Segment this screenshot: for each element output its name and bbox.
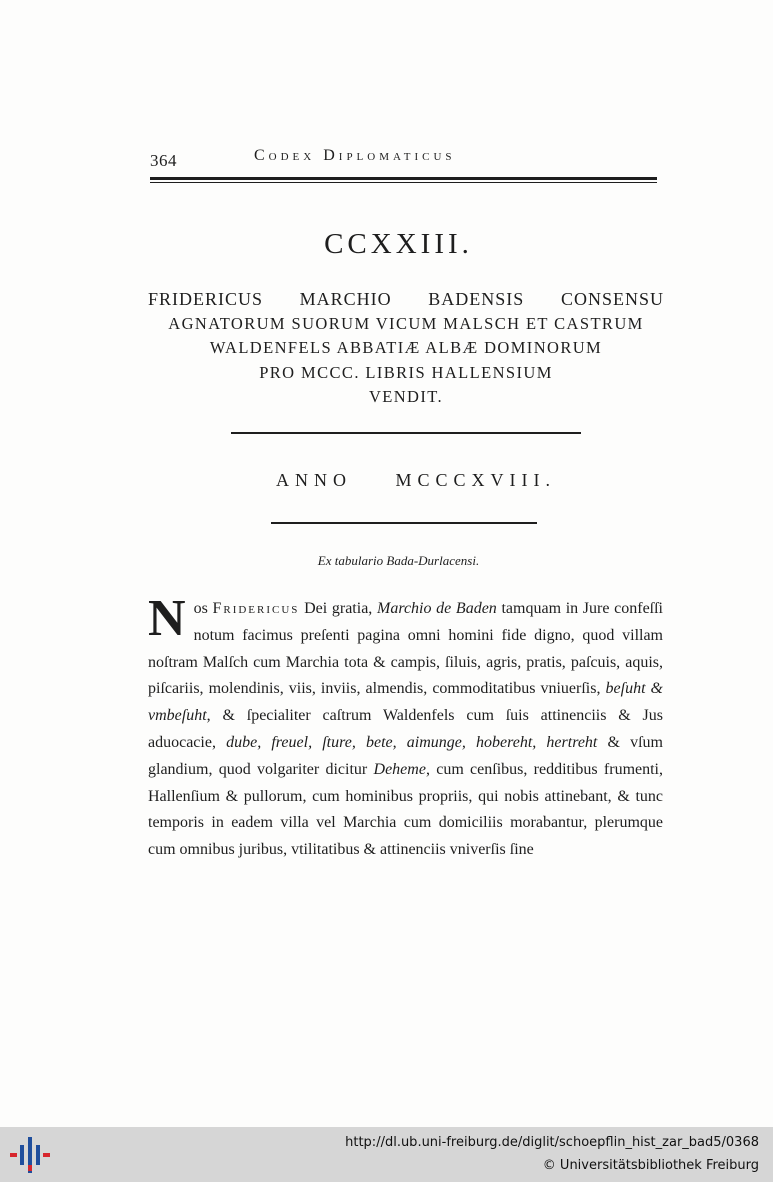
running-head xyxy=(150,147,660,171)
name-fridericus: Fridericus xyxy=(212,600,300,617)
german-terms: dube, freuel, ſture, bete, aimunge, hobereht, hertreht xyxy=(226,733,598,751)
text-segment: tamquam in Jure confeſſi notum facimus preſenti pagina omni homini fide digno, quod villam noſtram Malſch cum Marchia tota & campis, ſiluis, agris, pratis, paſcuis, aquis, piſcariis, molendinis, viis, inviis, almendis, commoditatibus vniuerſis, xyxy=(148,600,664,698)
summary-word: BADENSIS xyxy=(428,289,525,309)
summary-word: CONSENSU xyxy=(560,289,664,309)
text-segment: Dei gratia, xyxy=(299,600,377,617)
page-number: 364 xyxy=(150,151,177,170)
date-word-anno: ANNO xyxy=(276,470,352,490)
summary-line-3: WALDENFELS ABBATIÆ ALBÆ DOMINORUM xyxy=(209,338,603,357)
section-rule-lower xyxy=(271,522,537,524)
copyright-notice: © Universitätsbibliothek Freiburg xyxy=(542,1158,759,1173)
ub-freiburg-logo-icon[interactable] xyxy=(10,1137,50,1173)
drop-cap: N xyxy=(148,590,186,647)
summary-word: MARCHIO xyxy=(299,289,392,309)
header-rule-thin xyxy=(150,182,657,183)
section-rule-upper xyxy=(231,432,581,434)
summary-line-4: PRO MCCC. LIBRIS HALLENSIUM xyxy=(259,362,553,382)
source-note: Ex tabulario Bada-Durlacensi. xyxy=(317,553,480,568)
summary-line-5: VENDIT. xyxy=(368,387,444,406)
summary-word: FRIDERICUS xyxy=(148,289,264,309)
header-rule-thick xyxy=(150,177,657,180)
document-number: CCXXIII. xyxy=(324,228,473,260)
charter-text xyxy=(148,590,664,864)
summary-line-2: AGNATORUM SUORUM VICUM MALSCH ET CASTRUM xyxy=(168,313,644,333)
date-heading xyxy=(276,470,556,491)
viewer-footer xyxy=(0,1127,773,1182)
permalink-url[interactable]: http://dl.ub.uni-freiburg.de/diglit/schoepflin_hist_zar_bad5/0368 xyxy=(345,1135,759,1150)
date-word-year: MCCCXVIII. xyxy=(395,470,556,490)
german-term: beſuht & vmbeſuht xyxy=(148,680,663,725)
summary-line-1 xyxy=(148,287,664,312)
running-title: Codex Diplomaticus xyxy=(254,147,456,164)
german-term: Deheme xyxy=(373,760,426,778)
document-summary xyxy=(148,287,664,410)
text-segment: os xyxy=(193,600,213,617)
text-segment: , & ſpecialiter caſtrum Waldenfels cum ſuis attinenciis & Jus aduocacie, xyxy=(148,707,663,751)
text-segment: & vſum glandium, quod volgariter dicitur xyxy=(148,733,663,778)
text-segment: , cum cenſibus, redditibus frumenti, Hallenſium & pullorum, cum hominibus propriis, qui nobis attinebant, & tunc temporis in eadem villa vel Marchia cum domiciliis morabantur, plerumque cum omnibus juribus, vtilitatibus & attinenciis vniverſis ſine xyxy=(148,760,663,859)
title-marchio: Marchio de Baden xyxy=(376,600,497,617)
